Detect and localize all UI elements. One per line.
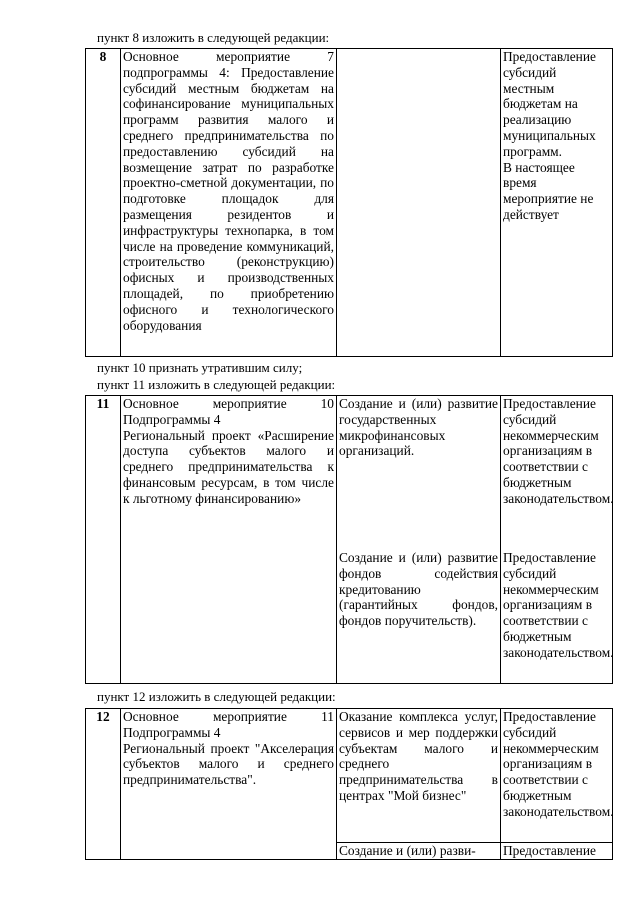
mechanism-text: Предоставление субсидий местным бюджетам на реализацию муниципальных программ. (503, 49, 596, 159)
mechanism-1: Предоставление субсидий некоммерческим организациям в соответствии с бюджетным законодательством. (501, 709, 613, 843)
event-description (121, 396, 337, 684)
mechanism-cell (501, 49, 613, 357)
event-project: Региональный проект «Расширение доступа субъектов малого и среднего предпринимательства к финансовым ресурсам, в том числе к льготному финансированию» (123, 427, 334, 506)
event-title: Основное мероприятие 11 Подпрограммы 4 (123, 709, 334, 740)
expected-result-1: Создание и (или) развитие государственных микрофинансовых организаций. (337, 396, 501, 551)
expected-result-1: Оказание комплекса услуг, сервисов и мер поддержки субъектам малого и среднего предпринимательства в центрах "Мой бизнес" (337, 709, 501, 843)
expected-result-2: Создание и (или) развитие фондов содействия кредитованию (гарантийных фондов, фондов поручительств). (337, 550, 501, 684)
mechanism-note: В настоящее время мероприятие не действует (503, 159, 594, 222)
table-row (86, 709, 613, 843)
row-number: 12 (86, 709, 121, 860)
event-description (121, 709, 337, 860)
table-row (86, 49, 613, 357)
point-10-line: пункт 10 признать утратившим силу; (97, 360, 303, 375)
intro-point-12: пункт 12 изложить в следующей редакции: (97, 689, 336, 704)
intro-point-8: пункт 8 изложить в следующей редакции: (97, 30, 330, 45)
table-point-12 (85, 708, 613, 860)
row-number: 11 (86, 396, 121, 684)
mechanism-2: Предоставление (501, 843, 613, 860)
event-description: Основное мероприятие 7 подпрограммы 4: Предоставление субсидий местным бюджетам на софинансирование муниципальных программ развития малого и среднего предпринимательства по предоставлению субсидий на возмещение затрат по разработке проектно-сметной документации, по подготовке площадок для размещения резидентов и инфраструктуры технопарка, в том числе на проведение коммуникаций, строительство (реконструкцию) офисных и производственных площадей, по приобретению офисного и технологического оборудования (121, 49, 337, 357)
table-row (86, 396, 613, 551)
mechanism-2: Предоставление субсидий некоммерческим организациям в соответствии с бюджетным законодательством. (501, 550, 613, 684)
event-project: Региональный проект "Акселерация субъектов малого и среднего предпринимательства". (123, 740, 334, 788)
row-number: 8 (86, 49, 121, 357)
expected-result-2: Создание и (или) разви- (337, 843, 501, 860)
table-point-11 (85, 395, 613, 684)
mechanism-1: Предоставление субсидий некоммерческим организациям в соответствии с бюджетным законодательством. (501, 396, 613, 551)
table-point-8 (85, 48, 613, 357)
expected-result (337, 49, 501, 357)
intro-point-11: пункт 11 изложить в следующей редакции: (97, 377, 336, 392)
event-title: Основное мероприятие 10 Подпрограммы 4 (123, 396, 334, 427)
